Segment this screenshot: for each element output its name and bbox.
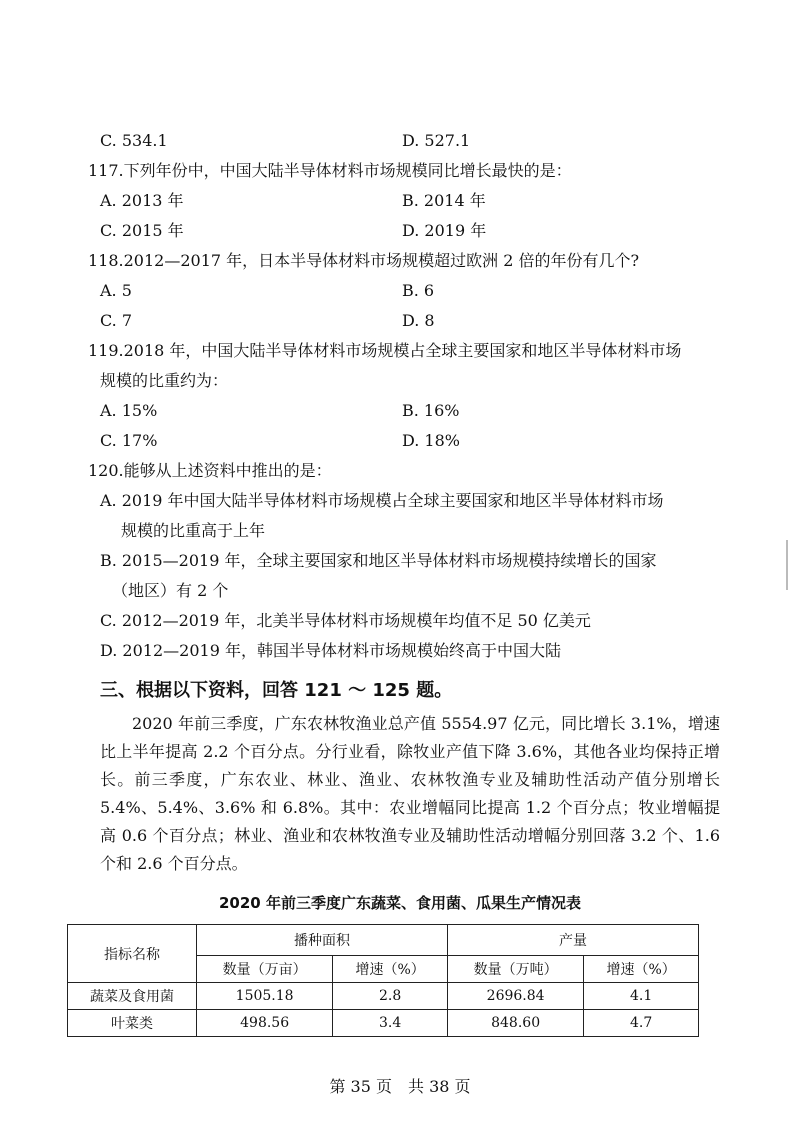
q120-option-c: C. 2012—2019 年，北美半导体材料市场规模年均值不足 50 亿美元 [100,611,591,630]
row-area: 1505.18 [197,983,333,1010]
scan-artifact-mark [786,540,788,590]
subheader-output-qty: 数量（万吨） [447,956,583,983]
q120-option-a-line1: A. 2019 年中国大陆半导体材料市场规模占全球主要国家和地区半导体材料市场 [100,491,664,510]
q119-stem-line1: 119.2018 年，中国大陆半导体材料市场规模占全球主要国家和地区半导体材料市场 [88,341,682,360]
q119-option-a: A. 15% [100,401,158,420]
q116-option-d: D. 527.1 [402,131,471,150]
section-3-title: 三、根据以下资料，回答 121 ～ 125 题。 [100,680,453,701]
header-output: 产量 [447,925,698,956]
row-output: 848.60 [447,1010,583,1037]
q119-option-c: C. 17% [100,431,158,450]
q117-option-d: D. 2019 年 [402,221,487,240]
row-area-growth: 2.8 [333,983,448,1010]
table-row [68,1010,699,1037]
row-output: 2696.84 [447,983,583,1010]
row-name: 蔬菜及食用菌 [68,983,197,1010]
q118-stem: 118.2012—2017 年，日本半导体材料市场规模超过欧洲 2 倍的年份有几个? [88,251,640,270]
row-area-growth: 3.4 [333,1010,448,1037]
row-output-growth: 4.7 [584,1010,699,1037]
row-area: 498.56 [197,1010,333,1037]
q119-option-b: B. 16% [402,401,460,420]
q120-stem: 120.能够从上述资料中推出的是： [88,461,332,480]
q118-option-b: B. 6 [402,281,435,300]
q116-option-c: C. 534.1 [100,131,168,150]
page-footer: 第 35 页 共 38 页 [329,1077,471,1096]
q120-option-a-line2: 规模的比重高于上年 [121,521,266,540]
q120-option-d: D. 2012—2019 年，韩国半导体材料市场规模始终高于中国大陆 [100,641,561,660]
header-sown-area: 播种面积 [197,925,448,956]
q117-option-a: A. 2013 年 [100,191,184,210]
table-row [68,983,699,1010]
row-output-growth: 4.1 [584,983,699,1010]
q119-option-d: D. 18% [402,431,460,450]
q119-stem-line2: 规模的比重约为： [100,371,229,390]
row-name: 叶菜类 [68,1010,197,1037]
table-title: 2020 年前三季度广东蔬菜、食用菌、瓜果生产情况表 [219,894,581,912]
q117-option-c: C. 2015 年 [100,221,184,240]
subheader-output-growth: 增速（%） [584,956,699,983]
q118-option-c: C. 7 [100,311,133,330]
q117-stem: 117.下列年份中，中国大陆半导体材料市场规模同比增长最快的是： [88,161,572,180]
q118-option-d: D. 8 [402,311,435,330]
q120-option-b-line2: （地区）有 2 个 [112,581,229,600]
q120-option-b-line1: B. 2015—2019 年，全球主要国家和地区半导体材料市场规模持续增长的国家 [100,551,657,570]
header-indicator: 指标名称 [68,925,197,983]
q118-option-a: A. 5 [100,281,132,300]
subheader-area-growth: 增速（%） [333,956,448,983]
section-3-paragraph: 2020 年前三季度，广东农林牧渔业总产值 5554.97 亿元，同比增长 3.1%，增速比上半年提高 2.2 个百分点。分行业看，除牧业产值下降 3.6%，其他各业均保持正增长。前三季度，广东农业、林业、渔业、农林牧渔专业及辅助性活动产值分别增长 5.4%、5.4%、3.6% 和 6.8%。其中：农业增幅同比提高 1.2 个百分点；牧业增幅提高 0.6 个百分点；林业、渔业和农林牧渔专业及辅助性活动增幅分别回落 3.2 个、1.6 个和 2.6 个百分点。 [100,714,720,873]
q117-option-b: B. 2014 年 [402,191,486,210]
subheader-area-qty: 数量（万亩） [197,956,333,983]
production-table [67,924,699,1037]
